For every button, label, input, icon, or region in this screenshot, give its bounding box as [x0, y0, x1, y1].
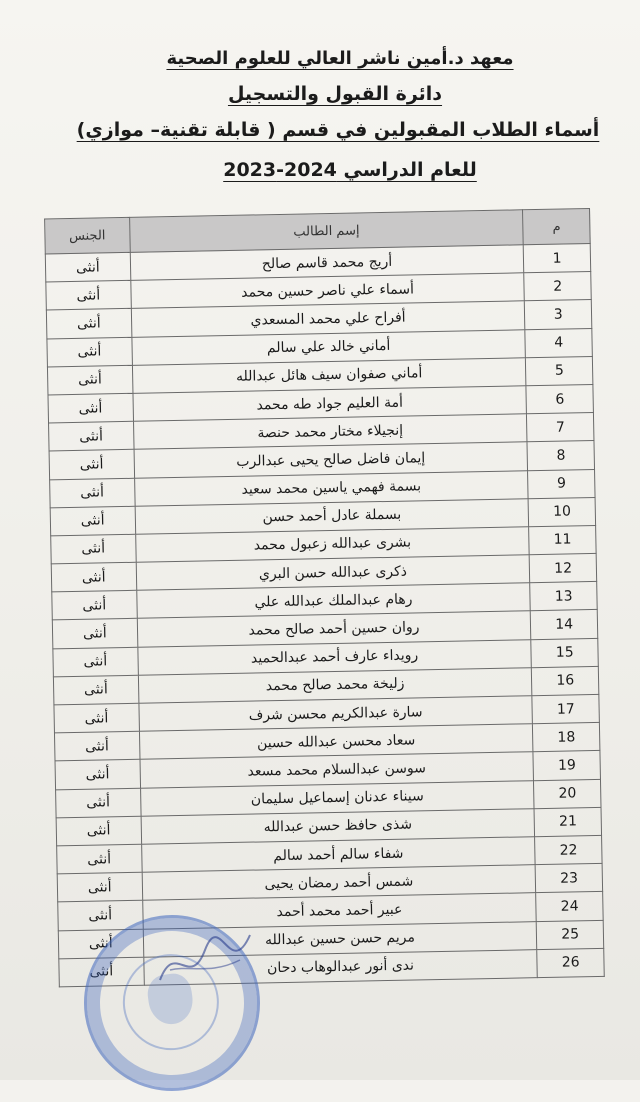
student-gender: أنثى	[50, 506, 135, 536]
student-name: رويداء عارف أحمد عبدالحميد	[137, 639, 531, 675]
row-number: 17	[532, 694, 599, 723]
row-number: 3	[525, 300, 592, 329]
table-body	[45, 244, 604, 987]
header-number: م	[523, 209, 590, 245]
student-name: عبير أحمد محمد أحمد	[142, 893, 536, 929]
student-gender: أنثى	[51, 534, 136, 564]
student-name: بشرى عبدالله زعبول محمد	[135, 527, 529, 563]
student-name: مريم حسن حسين عبدالله	[143, 921, 537, 957]
student-name: أفراح علي محمد المسعدي	[131, 301, 525, 337]
student-gender: أنثى	[55, 760, 140, 790]
row-number: 9	[528, 469, 595, 498]
row-number: 5	[526, 356, 593, 385]
student-name: بسمة فهمي ياسين محمد سعيد	[134, 470, 528, 506]
student-gender: أنثى	[53, 675, 138, 705]
student-name: سيناء عدنان إسماعيل سليمان	[140, 780, 534, 816]
student-gender: أنثى	[53, 647, 138, 677]
institute-name: معهد د.أمين ناشر العالي للعلوم الصحية	[166, 48, 514, 69]
student-gender: أنثى	[49, 421, 134, 451]
row-number: 13	[530, 582, 597, 611]
student-gender: أنثى	[57, 872, 142, 902]
student-gender: أنثى	[52, 591, 137, 621]
row-number: 10	[529, 497, 596, 526]
student-gender: أنثى	[49, 450, 134, 480]
row-number: 23	[536, 864, 603, 893]
row-number: 7	[527, 413, 594, 442]
student-gender: أنثى	[56, 788, 141, 818]
student-name: رهام عبدالملك عبدالله علي	[136, 583, 530, 619]
student-name: إيمان فاضل صالح يحيى عبدالرب	[134, 442, 528, 478]
student-name: أماني خالد علي سالم	[131, 329, 525, 365]
student-name: شفاء سالم أحمد سالم	[141, 837, 535, 873]
student-gender: أنثى	[57, 844, 142, 874]
student-gender: أنثى	[50, 478, 135, 508]
student-name: سارة عبدالكريم محسن شرف	[139, 696, 533, 732]
student-gender: أنثى	[52, 619, 137, 649]
student-name: إنجيلاء مختار محمد حنصة	[133, 414, 527, 450]
row-number: 14	[531, 610, 598, 639]
student-name: روان حسين أحمد صالح محمد	[137, 611, 531, 647]
row-number: 24	[536, 892, 603, 921]
row-number: 21	[534, 807, 601, 836]
student-gender: أنثى	[45, 252, 130, 282]
row-number: 26	[537, 948, 604, 977]
row-number: 2	[524, 272, 591, 301]
student-gender: أنثى	[51, 562, 136, 592]
student-name: أماني صفوان سيف هائل عبدالله	[132, 358, 526, 394]
student-gender: أنثى	[58, 901, 143, 931]
students-table	[44, 208, 605, 987]
row-number: 4	[525, 328, 592, 357]
student-gender: أنثى	[54, 731, 139, 761]
row-number: 22	[535, 835, 602, 864]
row-number: 1	[524, 244, 591, 273]
student-name: شمس أحمد رمضان يحيى	[142, 865, 536, 901]
row-number: 25	[537, 920, 604, 949]
row-number: 18	[533, 723, 600, 752]
student-name: سعاد محسن عبدالله حسين	[139, 724, 533, 760]
student-gender: أنثى	[47, 337, 132, 367]
row-number: 12	[530, 554, 597, 583]
header-gender: الجنس	[45, 217, 130, 254]
student-name: سوسن عبدالسلام محمد مسعد	[140, 752, 534, 788]
row-number: 16	[532, 666, 599, 695]
student-gender: أنثى	[48, 393, 133, 423]
student-name: زليخة محمد صالح محمد	[138, 668, 532, 704]
department-name: دائرة القبول والتسجيل	[227, 83, 443, 105]
row-number: 15	[531, 638, 598, 667]
row-number: 11	[529, 525, 596, 554]
handwritten-signature-icon	[150, 920, 260, 1000]
student-name: ذكرى عبدالله حسن البري	[136, 555, 530, 591]
student-gender: أنثى	[59, 957, 144, 987]
row-number: 19	[533, 751, 600, 780]
student-gender: أنثى	[46, 281, 131, 311]
row-number: 20	[534, 779, 601, 808]
student-name: شذى حافظ حسن عبدالله	[141, 808, 535, 844]
row-number: 8	[527, 441, 594, 470]
student-name: أريج محمد قاسم صالح	[130, 245, 524, 281]
academic-year: للعام الدراسي 2024-2023	[223, 159, 477, 181]
student-gender: أنثى	[56, 816, 141, 846]
student-name: بسملة عادل أحمد حسن	[135, 498, 529, 534]
student-gender: أنثى	[47, 365, 132, 395]
student-name: أسماء علي ناصر حسين محمد	[130, 273, 524, 309]
header-student-name: إسم الطالب	[129, 210, 523, 253]
document-header	[0, 48, 640, 181]
student-gender: أنثى	[54, 703, 139, 733]
list-title: أسماء الطلاب المقبولين في قسم ( قابلة تقنية– موازي)	[76, 119, 600, 141]
student-gender: أنثى	[58, 929, 143, 959]
student-name: أمة العليم جواد طه محمد	[133, 386, 527, 422]
student-name: ندى أنور عبدالوهاب دحان	[143, 949, 537, 985]
student-gender: أنثى	[46, 309, 131, 339]
row-number: 6	[526, 384, 593, 413]
